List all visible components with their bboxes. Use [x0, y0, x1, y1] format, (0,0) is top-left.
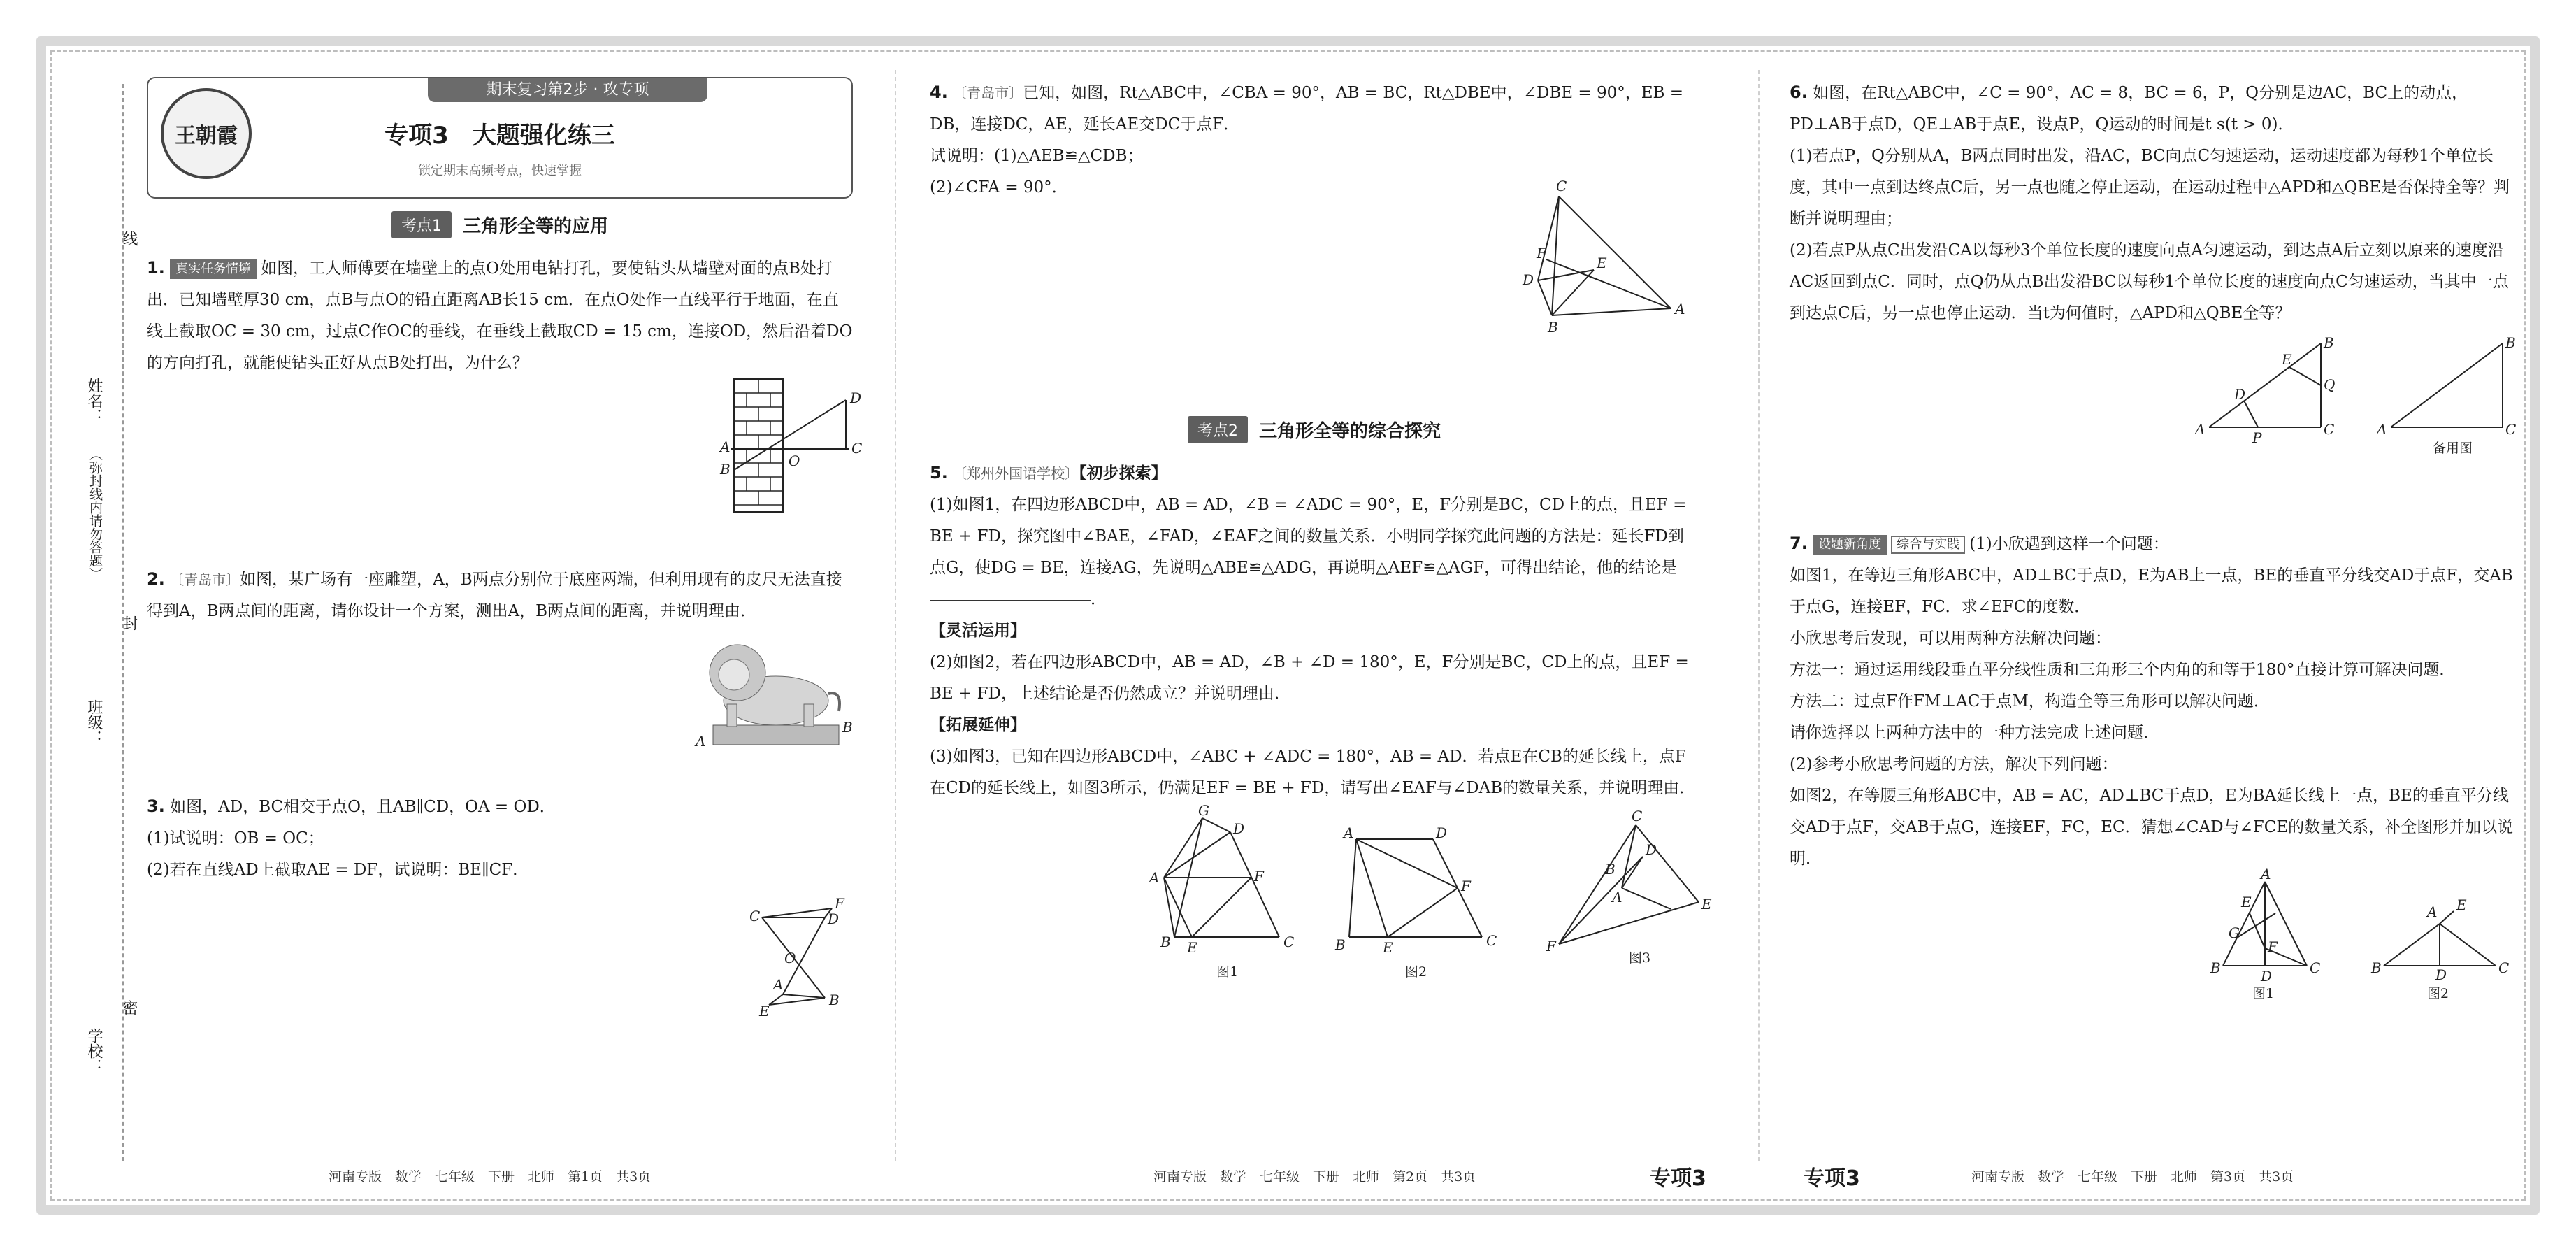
q7-fig1-e: E — [2241, 894, 2252, 910]
q6-fig-p: P — [2252, 429, 2262, 446]
q7-fig1-b: B — [2210, 959, 2221, 976]
q5-fig2-b: B — [1335, 936, 1346, 953]
footer-page-2: 河南专版 数学 七年级 下册 北师 第2页 共3页 — [1153, 1169, 1476, 1185]
q6-fig-d: D — [2234, 386, 2246, 403]
q4-num: 4. — [930, 83, 948, 102]
q7-tag2: 综合与实践 — [1891, 536, 1965, 554]
q6-fig2-c: C — [2505, 421, 2517, 438]
q6-fig-c: C — [2324, 421, 2335, 438]
q5-fig3-e: E — [1701, 896, 1712, 913]
q3-num: 3. — [147, 796, 165, 816]
q1-tag: 真实任务情境 — [170, 259, 257, 279]
column-divider-1 — [895, 70, 896, 1161]
seal-mark-line: 线 — [120, 231, 138, 246]
question-6 — [1790, 77, 2524, 472]
q7-p5: 请你选择以上两种方法中的一种方法完成上述问题． — [1790, 724, 2159, 742]
q7-fig2-e: E — [2456, 896, 2467, 913]
q6-sub1: (1)若点P，Q分别从A，B两点同时出发，沿AC，BC向点C匀速运动，运动速度都为每秒1个单位长度，其中一点到达终点C后，另一点也随之停止运动，在运动过程中△APD和△QBE是否保持全等？判断并说明理由； — [1790, 147, 2510, 228]
q3-label-b: B — [829, 992, 840, 1008]
q2-num: 2. — [147, 569, 165, 589]
q5-fig3-d: D — [1646, 841, 1657, 858]
q4-label-b: B — [1548, 319, 1558, 336]
q6-fig2-a: A — [2377, 421, 2387, 438]
q5-fig2-d: D — [1436, 824, 1448, 841]
q2-text: 如图，某广场有一座雕塑，A，B两点分别位于底座两端，但利用现有的皮尺无法直接得到A，B两点间的距离，请你设计一个方案，测出A，B两点间的距离，并说明理由． — [147, 571, 842, 620]
q7-fig1-c: C — [2310, 959, 2321, 976]
q2-source: 〔青岛市〕 — [170, 571, 240, 588]
q5-heading-3: 【拓展延伸】 — [930, 716, 1026, 734]
header-bar: 期末复习第2步 · 攻专项 — [428, 78, 707, 102]
q3-label-e: E — [759, 1003, 770, 1020]
question-4 — [930, 77, 1699, 416]
q5-fig1-b: B — [1160, 934, 1171, 950]
q7-p3: 方法一：通过运用线段垂直平分线性质和三角形三个内角的和等于180°直接计算可解决问题． — [1790, 661, 2456, 679]
q4-label-c: C — [1556, 178, 1567, 194]
q5-source: 〔郑州外国语学校〕 — [953, 465, 1079, 482]
q3-sub1: (1)试说明：OB = OC； — [147, 829, 324, 848]
name-label: 姓名： — [85, 378, 103, 424]
class-label: 班级： — [85, 699, 103, 745]
seal-note: （弥封线内请勿答题） — [87, 448, 103, 580]
q7-fig1-f: F — [2268, 938, 2278, 955]
q5-fig2-e: E — [1383, 939, 1393, 956]
q3-label-c: C — [749, 908, 761, 924]
column-divider-2 — [1758, 70, 1760, 1161]
q5-part1: (1)如图1，在四边形ABCD中，AB = AD，∠B = ∠ADC = 90°，E，F分别是BC，CD上的点，且EF = BE + FD，探究图中∠BAE，∠FAD，∠EAF之间的数量关系．小明同学探究此问题的方法是：延长FD到点G，使DG = BE，连接AG，先说明△ABE≌△ADG，再说明△AEF≌△AGF，可得出结论，他的结论是 — [930, 496, 1687, 577]
q7-fig2-b: B — [2371, 959, 2382, 976]
q1-label-c: C — [851, 440, 863, 457]
q6-fig-q: Q — [2324, 376, 2336, 393]
q6-fig2-b: B — [2505, 334, 2516, 351]
q4-label-d: D — [1523, 271, 1534, 288]
q5-fig2-caption: 图2 — [1405, 964, 1427, 980]
q7-num: 7. — [1790, 534, 1808, 553]
q5-fig3-b: B — [1605, 861, 1616, 878]
q3-sub2: (2)若在直线AD上截取AE = DF，试说明：BE∥CF． — [147, 861, 529, 879]
q5-figures — [930, 802, 1712, 980]
q2-figure — [147, 627, 853, 767]
q1-label-o: O — [789, 452, 800, 469]
q5-fig2-a: A — [1344, 824, 1354, 841]
seal-mark-secret: 密 — [120, 1000, 138, 1015]
question-1 — [147, 252, 863, 543]
q5-fig1-g: G — [1198, 802, 1209, 819]
section-kd2 — [930, 416, 1699, 443]
footer-topic-right: 专项3 — [1804, 1166, 1860, 1191]
q6-sub2: (2)若点P从点C出发沿CA以每秒3个单位长度的速度向点A匀速运动，到达点A后立刻以原来的速度沿AC返回到点C．同时，点Q仍从点B出发沿BC以每秒1个单位长度的速度向点C匀速运动，当其中一点到达点C后，另一点也停止运动．当t为何值时，△APD和△QBE全等？ — [1790, 241, 2509, 322]
q1-label-a: A — [720, 438, 731, 455]
question-3 — [147, 791, 853, 1036]
q5-fig1-caption: 图1 — [1216, 964, 1239, 980]
q7-fig1-d: D — [2261, 968, 2273, 985]
q1-label-d: D — [850, 389, 862, 406]
kd2-title: 三角形全等的综合探究 — [1258, 421, 1441, 442]
q7-fig2-d: D — [2435, 966, 2447, 983]
q7-p4: 方法二：过点F作FM⊥AC于点M，构造全等三角形可以解决问题． — [1790, 692, 2270, 710]
q5-heading-1: 【初步探索】 — [1079, 464, 1167, 482]
q4-sub1: 试说明：(1)△AEB≌△CDB； — [930, 147, 1144, 165]
q7-fig1-g: G — [2229, 924, 2240, 941]
q2-label-a: A — [696, 733, 706, 750]
q4-sub2: (2)∠CFA = 90°． — [930, 178, 1068, 196]
q3-label-a: A — [773, 976, 784, 993]
footer-page-3: 河南专版 数学 七年级 下册 北师 第3页 共3页 — [1971, 1169, 2294, 1185]
q7-figures — [1790, 866, 2524, 1008]
q3-text: 如图，AD，BC相交于点O，且AB∥CD，OA = OD． — [170, 798, 556, 816]
q6-fig-b: B — [2324, 334, 2334, 351]
q5-fig1-c: C — [1283, 934, 1295, 950]
q4-text: 已知，如图，Rt△ABC中，∠CBA = 90°，AB = BC，Rt△DBE中，∠DBE = 90°，EB = DB，连接DC，AE，延长AE交DC于点F． — [930, 84, 1684, 134]
q7-p7: 如图2，在等腰三角形ABC中，AB = AC，AD⊥BC于点D，E为BA延长线上一点，BE的垂直平分线交AD于点F，交AB于点G，连接EF，FC，EC．猜想∠CAD与∠FCE的数量关系，补全图形并加以说明． — [1790, 787, 2514, 868]
section-kd1 — [147, 211, 853, 238]
question-5: 5. 〔郑州外国语学校〕【初步探索】 (1)如图1，在四边形ABCD中，AB = AD，∠B = ∠ADC = 90°，E，F分别是BC，CD上的点，且EF = BE + FD，探究图中∠BAE，∠FAD，∠EAF之间的数量关系．小明同学探究此问题的方法是：延长FD到点G，使DG = BE，连接AG，先说明△ABE≌△ADG，再说明△AEF≌△AGF，可得出结论，他的结论是． 【灵活运用】 (2)如图2，若在四边形ABCD中，AB = AD，∠B + ∠D = 180°，E，F分别是BC，CD上的点，且EF = BE + FD，上述结论是否仍然成立？并说明理由． 【拓展延伸】 (3)如图3，已知在四边形ABCD中，∠ABC + ∠ADC = 180°，AB = AD．若点E在CB的延长线上，点F在CD的延长线上，如图3所示，仍满足EF = BE + FD，请写出∠EAF与∠DAB的数量关系，并说明理由． G D A F B E C 图1 A D F B E C 图2 C D B A E F 图3 — [930, 463, 1712, 980]
q5-fig1-f: F — [1254, 868, 1264, 885]
q1-label-b: B — [720, 461, 731, 478]
q6-text: 如图，在Rt△ABC中，∠C = 90°，AC = 8，BC = 6，P，Q分别是边AC，BC上的动点，PD⊥AB于点D，QE⊥AB于点E，设点P，Q运动的时间是t s(t > 0)． — [1790, 84, 2468, 134]
q7-p2: 小欣思考后发现，可以用两种方法解决问题： — [1790, 629, 2111, 648]
q4-source: 〔青岛市〕 — [953, 85, 1023, 101]
page-title: 专项3 大题强化练三 — [384, 122, 615, 150]
q6-spare-caption: 备用图 — [2433, 441, 2473, 456]
question-7 — [1790, 528, 2524, 1010]
footer-topic-left: 专项3 — [1650, 1166, 1706, 1191]
header-box — [147, 77, 853, 199]
q3-label-f: F — [835, 895, 844, 912]
q5-fig2-c: C — [1486, 932, 1497, 949]
q7-fig2-caption: 图2 — [2427, 986, 2449, 1001]
q4-label-f: F — [1537, 245, 1546, 262]
column-1 — [147, 77, 863, 1168]
q6-fig-a: A — [2195, 421, 2206, 438]
q5-fig3-a: A — [1612, 889, 1622, 906]
kd1-badge: 考点1 — [391, 211, 452, 238]
q7-tag: 设题新角度 — [1813, 535, 1887, 555]
q7-fig1-caption: 图1 — [2252, 986, 2275, 1001]
kd1-title: 三角形全等的应用 — [462, 216, 608, 237]
q4-label-e: E — [1597, 255, 1607, 271]
q5-fig1-a: A — [1149, 869, 1160, 886]
brand-logo: 王朝霞 — [161, 88, 252, 179]
q2-label-b: B — [842, 719, 853, 736]
q7-p1: 如图1，在等边三角形ABC中，AD⊥BC于点D，E为AB上一点，BE的垂直平分线交AD于点F，交AB于点G，连接EF，FC．求∠EFC的度数． — [1790, 566, 2513, 616]
q4-label-a: A — [1675, 301, 1685, 317]
q6-fig-e: E — [2282, 351, 2292, 368]
q5-fig1-e: E — [1187, 939, 1197, 956]
seal-line — [122, 84, 124, 1161]
q5-fig3-f: F — [1546, 938, 1556, 955]
q5-part3: (3)如图3，已知在四边形ABCD中，∠ABC + ∠ADC = 180°，AB = AD．若点E在CB的延长线上，点F在CD的延长线上，如图3所示，仍满足EF = BE + FD，请写出∠EAF与∠DAB的数量关系，并说明理由． — [930, 748, 1696, 797]
q5-part2: (2)如图2，若在四边形ABCD中，AB = AD，∠B + ∠D = 180°，E，F分别是BC，CD上的点，且EF = BE + FD，上述结论是否仍然成立？并说明理由． — [930, 653, 1689, 703]
q3-label-o: O — [784, 950, 796, 966]
column-3 — [1790, 77, 2524, 1168]
q3-figure — [147, 886, 853, 1033]
q5-heading-2: 【灵活运用】 — [930, 622, 1026, 640]
question-2 — [147, 564, 853, 770]
seal-mark-seal: 封 — [120, 615, 138, 631]
q6-figures — [1790, 329, 2524, 469]
q5-fig3-caption: 图3 — [1629, 950, 1651, 966]
school-label: 学校： — [85, 1028, 103, 1074]
q7-sub0: (1)小欣遇到这样一个问题： — [1969, 535, 2169, 553]
q1-text: 如图，工人师傅要在墙壁上的点O处用电钻打孔，要使钻头从墙壁对面的点B处打出．已知墙壁厚30 cm，点B与点O的铅直距离AB长15 cm．在点O处作一直线平行于地面，在直线上截取OC = 30 cm，过点C作OC的垂线，在垂线上截取CD = 15 cm，连接OD，然后沿着DO的方向打孔，就能使钻头正好从点B处打出，为什么？ — [147, 259, 853, 372]
kd2-badge: 考点2 — [1188, 416, 1248, 443]
q1-figure — [147, 379, 863, 540]
q5-fig2-f: F — [1461, 878, 1471, 894]
q5-answer-blank[interactable] — [930, 599, 1091, 601]
q7-fig2-c: C — [2498, 959, 2510, 976]
q5-fig1-d: D — [1233, 820, 1245, 837]
column-2 — [930, 77, 1712, 1168]
page-subtitle: 锁定期末高频考点，快速掌握 — [418, 164, 582, 178]
q5-fig3-c: C — [1632, 808, 1643, 824]
q3-label-d: D — [828, 910, 840, 927]
q5-num: 5. — [930, 463, 948, 482]
q7-fig1-a: A — [2261, 866, 2271, 882]
q6-num: 6. — [1790, 83, 1808, 102]
q7-p6: (2)参考小欣思考问题的方法，解决下列问题： — [1790, 755, 2118, 773]
q1-num: 1. — [147, 258, 165, 278]
footer-page-1: 河南专版 数学 七年级 下册 北师 第1页 共3页 — [329, 1169, 652, 1185]
q7-fig2-a: A — [2427, 903, 2438, 920]
